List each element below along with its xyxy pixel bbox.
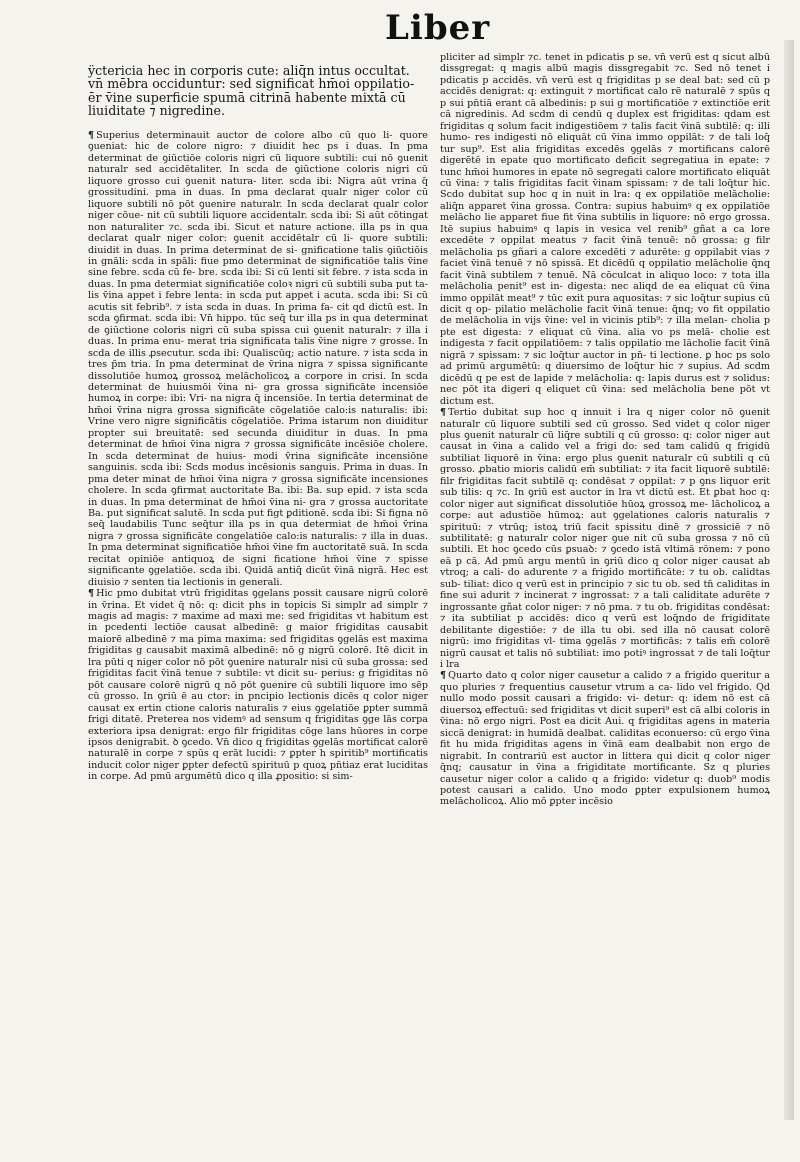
paragraph bbox=[88, 588, 428, 783]
paragraph bbox=[88, 130, 428, 588]
page-edge-shadow bbox=[784, 40, 794, 1120]
paragraph-text: Quarto dato q color niger causetur a calido ⁊ a frigido queritur a quo pluries ⁊ frequentius causetur vtrum a ca- lido vel frigido. Qd nullo modo possit causari a frigido: vi- detur: q: idem nō est cā diuersoꝝ effectuū: sed frigiditas vt dicit superi⁹ est cā albi coloris in v̄ina: nō ergo nigri. Post ea dicit Aui. q frigiditas agens in materia siccā denigrat: in humidā dealbat. caliditas econuerso: cū ergo v̄ina fit hu mida frigiditas agens in v̄inā eam dealbabit non ergo de nigrabit. In contrariū est auctor in littera qui dicit q color niger q̄nq; causatur in v̄ina a frigiditate mortificante. Sz q pluries causetur niger color a calido q a frigido: videtur q: duob⁹ modis potest causari a calido. Uno modo ꝑpter expulsionem humoꝝ melācholicoꝝ. Alio mō ꝑpter incēsio bbox=[440, 670, 770, 808]
paragraph-text: Tertio dubitat sup hoc q innuit i lra q niger color nō ꝯuenit naturalr cū liquore subtili sed cū grosso. Sed videt q color niger plus ꝯuenit naturalr cū liq̄re subtili q cū grosso: q: color niger aut causat in v̄ina a calido vel a frigi do: sed tam calidū q frigidū subtiliat liquorē in v̄ina: ergo plus ꝯuenit naturalr cū subtili q cū grosso. ꝓbatio mioris calidū em̄ subtiliat: ⁊ ita facit liquorē subtilē: filr frigiditas facit subtilē q: condēsat ⁊ oppilat: ⁊ p ꝯns liquor erit sub tilis: q ⁊c. In ꝯriū est auctor in lra vt dictū est. Et ꝑbat hoc q: color niger aut significat dissolutiōe hūoꝝ grossoꝝ me- lācholicoꝝ a corpe: aut adustiōe hūmoꝝ: aut ꝯgelationes caloris naturalis ⁊ spirituū: ⁊ vtrūq; istoꝝ triū facit spissitu dinē ⁊ grossiciē ⁊ nō subtilitatē: g naturalr color niger ꝯue nit cū suba grossa ⁊ nō cū subtili. Et hoc ꝯcedo cūs ꝑsuaꝺ: ⁊ ꝯcedo istā vltimā rōnem: ⁊ pono eā p cā. Ad pmū argu mentū in ꝯriū dico q color niger causat ab vtroq; a cali- do adurente ⁊ a frigido mortificāte: ⁊ tu ob. calidtas sub- tiliat: dico q verū est in principio ⁊ sic tu ob. sed tn̄ caliditas in fine sui adurit ⁊ incinerat ⁊ ingrossat: ⁊ a tali caliditate adurēte ⁊ ingrossante gñat color niger: ⁊ nō pma. ⁊ tu ob. frigiditas condēsat: ⁊ ita subtiliat p accidēs: dico q verū est loq̄ndo de frigiditate debilitante digestiōe: ⁊ de illa tu obi. sed illa nō causat colorē nigrū: imo frigiditas vl- tima ꝯgelās ⁊ mortificās: ⁊ talis em̄ colorē nigrū causat et talis nō subtiliat: imo potiꝰ ingrossat ⁊ de tali loq̄tur i lra bbox=[440, 407, 770, 671]
paragraph-mark-icon: ¶ bbox=[440, 407, 447, 419]
paragraph bbox=[440, 52, 770, 407]
running-header: Liber bbox=[385, 8, 491, 48]
paragraph-text: Superius determinauit auctor de colore albo cū quo li- quore ꝯueniat: hic de colore nigro: ⁊ diuidit hec ps i duas. In pma determinat de ꝯiūctiōe coloris nigri cū liquore subtili: cui nō ꝯuenit naturalr sed accidētaliter. In scda de ꝯiūctione coloris nigri cū liquore grosso cui ꝯuenit natura- liter. scda ibi: Nigra aūt vrina q̄ grossitudini. pma in duas. In pma declarat qualr niger color cū liquore subtili nō pōt ꝯuenire naturalr. In scda declarat qualr color niger cōue- nit cū subtili liquore accidentalr. scda ibi: Si aūt cōtingat non naturaliter ⁊c. scda ibi. Sicut et nature actione. illa ps in qua declarat qualr niger color: ꝯuenit accidētalr cū li- quore subtili: diuidit in duas. In prima determinat de si- gnificatione talis ꝯiūctiōis in gnāli: scda in spāli: fiue pmo determinat de significatiōe talis v̄ine sine febre. scda cū fe- bre. scda ibi: Si cū lenti sit febre. ⁊ ista scda in duas. In pma determiat significatiōe coloꝛ nigri cū subtili suba put ta- lis v̄ina appet i febre lenta: in scda put appet i acuta. scda ibi: Si cū acutis sit febrib⁹. ⁊ ista scda in duas. In prima fa- cit qd dictū est. In scda ꝯfirmat. scda ibi: Vn̄ hippo. tūc seq̄ tur illa ps in qua determinat de ꝯiūctione coloris nigri cū suba spissa cui ꝯuenit naturalr: ⁊ illa i duas. In prima enu- merat tria significata talis v̄ine nigre ⁊ grosse. In scda de illis ꝓsecutur. scda ibi: Qualiscūq; actio nature. ⁊ ista scda in tres p̄m tria. In pma determinat de v̄rina nigra ⁊ spissa significante dissolutiōe humoꝝ grossoꝝ melācholicoꝝ a corpore in crisi. In scda determinat de huiusmōi v̄ina ni- gra grossa significāte incensiōe humoꝝ in corpe: ibi: Vri- na nigra q̄ incensiōe. In tertia determinat de hm̄oi v̄rina nigra grossa significāte cōgelatiōe calo:is naturalis: ibi: Vrine vero nigre significātis cōgelatiōe. Prima istarum non diuiditur propter sui breuitatē: sed secunda diuiditur in duas. In pma determinat de hm̄oi v̄ina nigra ⁊ grossa significāte incēsiōe cholere. In scda determinat de huius- modi v̄rina significāte incensiōne sanguinis. scda ibi: Scds modus incēsionis sanguis. Prima in duas. In pma deter minat de hm̄oi v̄ina nigra ⁊ grossa significāte incensiones cholere. In scda ꝯfirmat auctoritate Ba. ibi: Ba. sup epid. ⁊ ista scda in duas. In pma determinat de hm̄oi v̄ina ni- gra ⁊ grossa auctoritate Ba. put significat salutē. In scda put figt ꝑditionē. scda ibi: Si figna nō seq̄ laudabilis Tunc seq̄tur illa ps in qua determiat de hm̄oi v̄rina nigra ⁊ grossa significāte congelatiōe calo:is naturalis: ⁊ illa in duas. In pma determinat significatiōe hm̄oi v̄ine fm auctoritatē suā. In scda recitat opiniōe antiquoꝝ de signi ficatione hm̄oi v̄ine ⁊ spisse significante ꝯgelatiōe. scda ibi. Quidā antiq̄ dicūt v̄inā nigrā. Hec est diuisio ⁊ senten tia lectionis in generali. bbox=[88, 130, 428, 588]
paragraph-text: Hic pmo dubitat vtrū frigiditas ꝯgelans possit causare nigrū colorē in v̄rina. Et videt q̄ nō: q: dicit phs in topicis Si simplr ad simplr ⁊ magis ad magis: ⁊ maxime ad maxi me: sed frigiditas vt habitum est in pcedenti lectiōe causat albedinē: g maior frigiditas causabit maiorē albedinē ⁊ ma pima maxima: sed frigiditas ꝯgelās est maxima frigiditas g causabit maximā albedinē: nō g nigrū colorē. Itē dicit in lra pūti q niger color nō pōt ꝯuenire naturalr nisi cū suba grossa: sed frigiditas facit v̄inā tenue ⁊ subtile: vt dicit su- perius: g frigiditas nō pōt causare colorē nigrū q nō pōt ꝯuenire cū subtili liquore imo sēp cū grosso. In ꝯriū ē au ctor: in pncipio lectionis dicēs q color niger causat ex ertin ctione caloris naturalis ⁊ eius ꝯgelatiōe ꝑpter summā frigi ditatē. Preterea nos videmꝰ ad sensum q frigiditas ꝯge lās corpa exteriora ipsa denigrat: ergo filr frigiditas cōge lans hūores in corpe ipsos denigrabit. ꝺ ꝯcedo. Vn̄ dico q frigiditas ꝯgelās mortificat calorē naturalē in corpe ⁊ spūs q erāt lucidi: ⁊ ꝑpter h spiritib⁹ mortificatis inducit color niger ꝑpter defectū spirituū p quoꝝ pn̄tiaz erat luciditas in corpe. Ad pmū argumētū dico q illa ꝓpositio: si sim- bbox=[88, 588, 428, 783]
left-column bbox=[88, 130, 428, 1086]
paragraph-mark-icon: ¶ bbox=[88, 588, 95, 600]
paragraph bbox=[440, 407, 770, 670]
paragraph-mark-icon: ¶ bbox=[88, 130, 95, 141]
paragraph bbox=[440, 670, 770, 807]
intro-text: ÿctericia hec in corporis cute: aliq̄n intus occultat. vn̄ mēbra occiduntur: sed significat hm̄oi oppilatio- ēr v̄ine superficie spumā citrinā habente mixtā cū liuiditate ⁊ nigredine. bbox=[88, 63, 415, 119]
paragraph-mark-icon: ¶ bbox=[440, 670, 447, 682]
paragraph-text: pliciter ad simplr ⁊c. tenet in pdicatis p se. vn̄ verū est q sicut albū dissgregat: q magis albū magis dissgregabit ⁊c. Sed nō tenet i pdicatis p accidēs. vn̄ verū est q frigiditas p se deal bat: sed cū p accidēs denigrat: q: extinguit ⁊ mortificat calo rē naturalē ⁊ spūs q p sui pn̄tiā erant cā albedinis: p sui g mortificatiōe ⁊ extinctiōe erit cā nigredinis. Ad scdm di cendū q duplex est frigiditas: qdam est frigiditas q solum facit indigestiōem ⁊ talis facit v̄inā subtilē: q: illi humo- res indigesti nō eliquāt cū v̄ina immo oppilāt: ⁊ de tali loq̄ tur sup⁹. Est alia frigiditas excedēs ꝯgelās ⁊ mortificans calorē digerētē in epate quo mortificato deficit segregatiua in epate: ⁊ tunc hm̄oi humores in epate nō segregati calore mortificato eliquāt cū v̄ina: ⁊ talis frigiditas facit v̄inam spissam: ⁊ de tali loq̄tur hic. Scdo dubitat sup hoc q in nuit in lra: q ex oppilatiōe melācholie: aliq̄n apparet v̄ina grossa. Contra: supius habuimꝰ q ex oppilatiōe melācho lie apparet fiue fit v̄ina subtilis in liquore: nō ergo grossa. Itē supius habuimꝰ q lapis in vesica vel renib⁹ gñat a ca lore excedēte ⁊ oppilat meatus ⁊ facit v̄inā tenuē: nō grossa: g filr melācholia ps gñari a calore excedēti ⁊ adurēte: g oppilabit vias ⁊ faciet v̄inā tenuē ⁊ nō spissā. Et dicēdū q oppilatio melācholie q̄nq facit v̄inā subtilem ⁊ tenuē. Nā cōculcat in aliquo loco: ⁊ tota illa melācholia penit⁹ est in- digesta: nec aliqd de ea eliquat cū v̄ina immo oppilāt meat⁹ ⁊ tūc exit pura aquositas: ⁊ sic loq̄tur supius cū dicit q op- pilatio melācholie facit v̄inā tenue: q̄nq; vo fit oppilatio de melācholia in vijs v̄ine: vel in vicinis ptib⁹: ⁊ illa melan- cholia p pte est digesta: ⁊ eliquat cū v̄ina. alia vo ps melā- cholie est indigesta ⁊ facit oppilatiōem: ⁊ talis oppilatio me lācholie facit v̄inā nigrā ⁊ spissam: ⁊ sic loq̄tur auctor in pn̄- ti lectione. ꝑ hoc ps solo ad primū argumētū: q diuersimo de loq̄tur hic ⁊ supius. Ad scdm dicēdū q pe est de lapide ⁊ melācholia: q: lapis durus est ⁊ solidus: nec pōt ita digeri q eliquet cū v̄ina: sed melācholia bene pōt vt dictum est. bbox=[440, 52, 770, 407]
right-column bbox=[440, 52, 770, 1086]
